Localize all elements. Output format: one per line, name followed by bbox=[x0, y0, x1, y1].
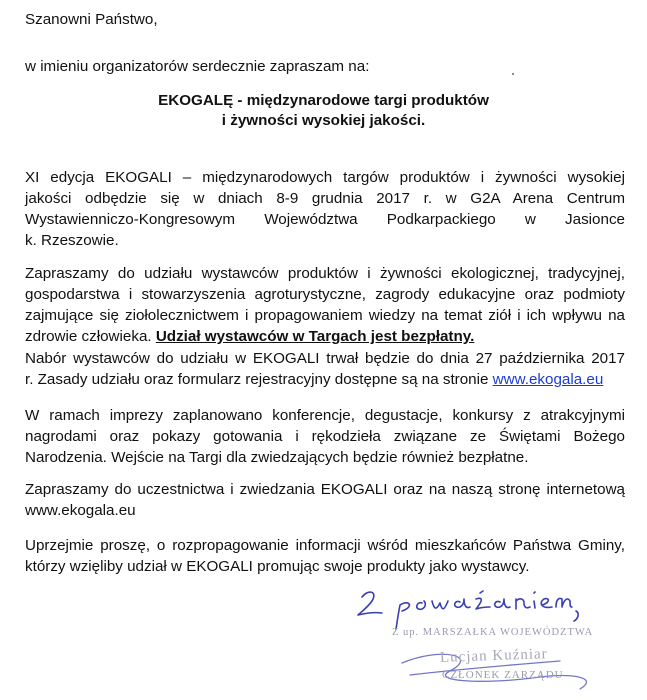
paragraph-line: Wystawienniczo-Kongresowym Województwa Podkarpackiego w Jasionce bbox=[25, 211, 625, 228]
signature-block bbox=[340, 585, 640, 700]
intro-line: w imieniu organizatorów serdecznie zapraszam na: bbox=[25, 58, 370, 75]
paragraph-line: k. Rzeszowie. bbox=[25, 232, 119, 249]
paragraph-exhibitors bbox=[25, 263, 625, 347]
paragraph-text: zdrowie człowieka. bbox=[25, 328, 156, 345]
paragraph-line-last bbox=[25, 326, 625, 347]
paragraph-line: Zapraszamy do uczestnictwa i zwiedzania EKOGALI oraz na naszą stronę internetową bbox=[25, 481, 625, 498]
event-title-line-2: i żywności wysokiej jakości. bbox=[221, 112, 426, 129]
paragraph-request bbox=[25, 535, 625, 577]
event-title bbox=[0, 91, 647, 131]
paragraph-line: gospodarstwa i stowarzyszenia agroturystyczne, zagrody edukacyjne oraz podmioty bbox=[25, 286, 625, 303]
paragraph-line: nagrodami oraz pokazy gotowania i rękodzieła związane ze Świętami Bożego bbox=[25, 428, 625, 445]
paragraph-line: Narodzenia. Wejście na Targi dla zwiedzających będzie również bezpłatne. bbox=[25, 449, 529, 466]
paragraph-invitation bbox=[25, 479, 625, 521]
paragraph-text: r. Zasady udziału oraz formularz rejestracyjny dostępne są na stronie bbox=[25, 371, 493, 388]
paragraph-line: Zapraszamy do udziału wystawców produktów i żywności ekologicznej, tradycyjnej, bbox=[25, 265, 625, 282]
paragraph-line: jakości odbędzie się w dniach 8-9 grudnia 2017 r. w G2A Arena Centrum bbox=[25, 190, 625, 207]
paragraph-line: Nabór wystawców do udziału w EKOGALI trwał będzie do dnia 27 października 2017 bbox=[25, 350, 625, 367]
paragraph-line: zajmujące się ziołolecznictwem i propagowaniem wiedzy na temat ziół i ich wpływu na bbox=[25, 307, 625, 324]
stamp-name: Lucjan Kuźniar bbox=[439, 646, 548, 666]
paragraph-line: www.ekogala.eu bbox=[25, 502, 136, 519]
paragraph-line: Uprzejmie proszę, o rozpropagowanie informacji wśród mieszkańców Państwa Gminy, bbox=[25, 537, 625, 554]
stamp-role: CZŁONEK ZARZĄDU bbox=[442, 669, 564, 681]
paragraph-line: W ramach imprezy zaplanowano konferencje, degustacje, konkursy z atrakcyjnymi bbox=[25, 407, 625, 424]
paragraph-line: XI edycja EKOGALI – międzynarodowych targów produktów i żywności wysokiej bbox=[25, 169, 625, 186]
free-participation-note: Udział wystawców w Targach jest bezpłatny. bbox=[155, 328, 475, 345]
handwritten-signature-icon bbox=[340, 585, 640, 700]
stray-dot bbox=[512, 73, 514, 75]
stamp-authority: Z up. MARSZAŁKA WOJEWÓDZTWA bbox=[392, 627, 594, 638]
event-title-line-1: EKOGALĘ - międzynarodowe targi produktów bbox=[158, 92, 489, 109]
paragraph-registration bbox=[25, 348, 625, 390]
paragraph-line-last bbox=[25, 369, 625, 390]
paragraph-line: którzy wzięliby udział w EKOGALI promując swoje produkty jako wystawcy. bbox=[25, 558, 530, 575]
paragraph-program bbox=[25, 405, 625, 468]
salutation: Szanowni Państwo, bbox=[25, 11, 158, 28]
paragraph-edition bbox=[25, 167, 625, 251]
ekogala-link[interactable]: www.ekogala.eu bbox=[492, 371, 604, 388]
